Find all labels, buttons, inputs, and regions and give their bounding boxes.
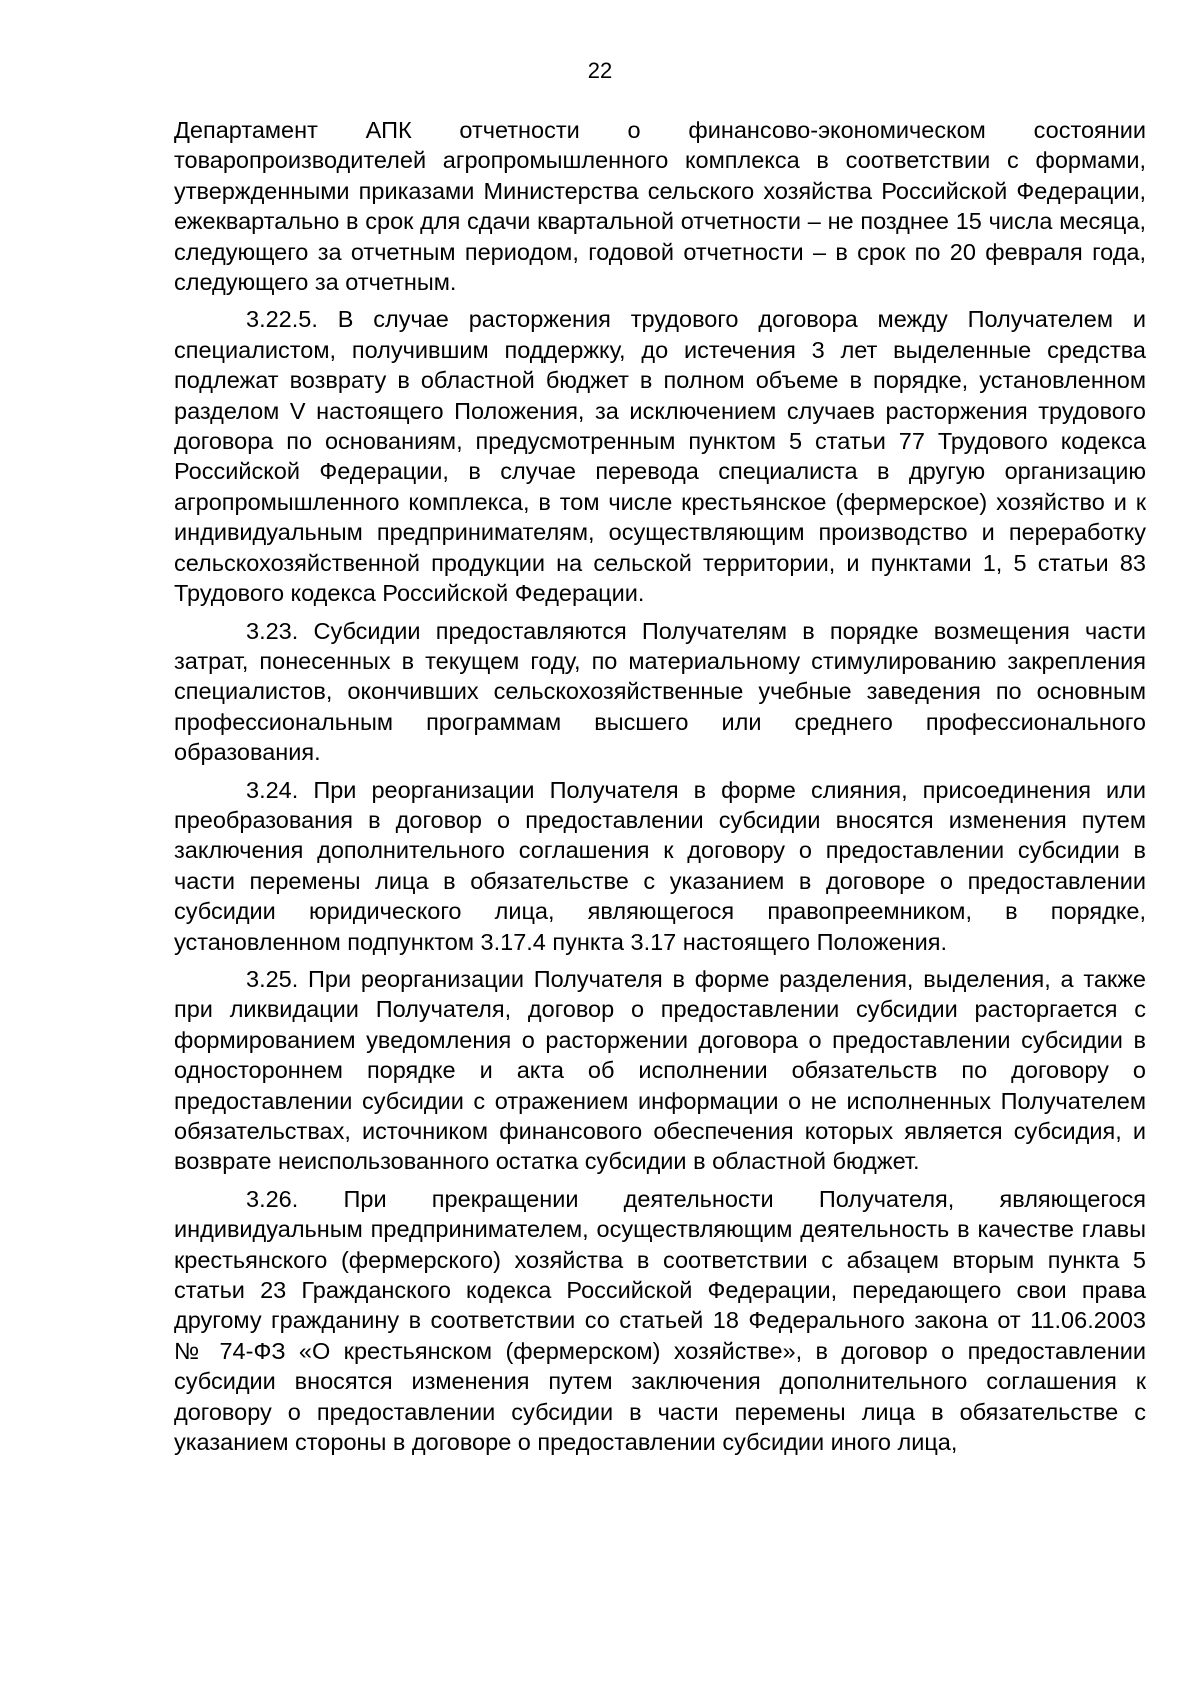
paragraph-3-24: 3.24. При реорганизации Получателя в форме слияния, присоединения или преобразования в договор о предоставлении субсидии вносятся изменения путем заключения дополнительного соглашения к договору о предоставлении субсидии в части перемены лица в обязательстве с указанием в договоре о предоставлении субсидии юридического лица, являющегося правопреемником, в порядке, установленном подпунктом 3.17.4 пункта 3.17 настоящего Положения. [174, 776, 1146, 955]
paragraph-3-22-5: 3.22.5. В случае расторжения трудового договора между Получателем и специалистом, получившим поддержку, до истечения 3 лет выделенные средства подлежат возврату в областной бюджет в полном объеме в порядке, установленном разделом V настоящего Положения, за исключением случаев расторжения трудового договора по основаниям, предусмотренным пунктом 5 статьи 77 Трудового кодекса Российской Федерации, в случае перевода специалиста в другую организацию агропромышленного комплекса, в том числе крестьянское (фермерское) хозяйство и к индивидуальным предпринимателям, осуществляющим производство и переработку сельскохозяйственной продукции на сельской территории, и пунктами 1, 5 статьи 83 Трудового кодекса Российской Федерации. [174, 306, 1146, 607]
paragraph-reporting-continuation: Департамент АПК отчетности о финансово-экономическом состоянии товаропроизводителей агропромышленного комплекса в соответствии с формами, утвержденными приказами Министерства сельского хозяйства Российской Федерации, ежеквартально в срок для сдачи квартальной отчетности – не позднее 15 числа месяца, следующего за отчетным периодом, годовой отчетности – в срок по 20 февраля года, следующего за отчетным. [174, 117, 1146, 296]
page-number: 22 [587, 58, 613, 83]
paragraph-3-26: 3.26. При прекращении деятельности Получателя, являющегося индивидуальным предпринимателем, осуществляющим деятельность в качестве главы крестьянского (фермерского) хозяйства в соответствии с абзацем вторым пункта 5 статьи 23 Гражданского кодекса Российской Федерации, передающего свои права другому гражданину в соответствии со статьей 18 Федерального закона от 11.06.2003 № 74-ФЗ «О крестьянском (фермерском) хозяйстве», в договор о предоставлении субсидии вносятся изменения путем заключения дополнительного соглашения к договору о предоставлении субсидии в части перемены лица в обязательстве с указанием стороны в договоре о предоставлении субсидии иного лица, [174, 1185, 1146, 1456]
document-body [174, 115, 1146, 1464]
paragraph-3-25: 3.25. При реорганизации Получателя в форме разделения, выделения, а также при ликвидации Получателя, договор о предоставлении субсидии расторгается с формированием уведомления о расторжении договора о предоставлении субсидии в одностороннем порядке и акта об исполнении обязательств по договору о предоставлении субсидии с отражением информации о не исполненных Получателем обязательствах, источником финансового обеспечения которых является субсидия, и возврате неиспользованного остатка субсидии в областной бюджет. [174, 965, 1146, 1175]
paragraph-3-23: 3.23. Субсидии предоставляются Получателям в порядке возмещения части затрат, понесенных в текущем году, по материальному стимулированию закрепления специалистов, окончивших сельскохозяйственные учебные заведения по основным профессиональным программам высшего или среднего профессионального образования. [174, 617, 1146, 766]
